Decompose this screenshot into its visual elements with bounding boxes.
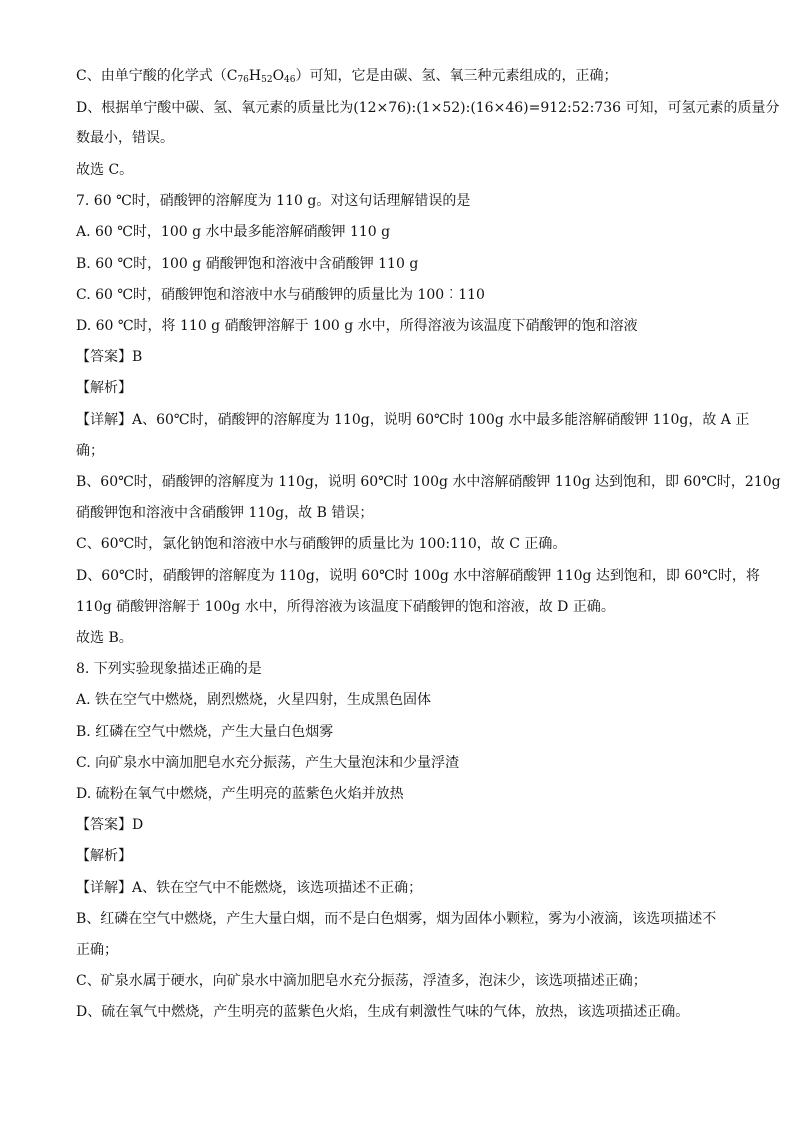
q6-c-text-pre: C、由单宁酸的化学式（C: [76, 68, 238, 84]
q7-detail-line3: B、60℃时，硝酸钾的溶解度为 110g，说明 60℃时 100g 水中溶解硝酸钾 110g 达到饱和，即 60℃时，210g: [76, 474, 781, 490]
q6-option-c-explanation: [76, 66, 726, 86]
q7-analysis-heading: 【解析】: [76, 380, 132, 396]
q7-detail-line5: C、60℃时，氯化钠饱和溶液中水与硝酸钾的质量比为 100:110，故 C 正确。: [76, 536, 567, 552]
q6-option-d-explanation-line2: 数最小，错误。: [76, 130, 174, 146]
q8-option-d: D. 硫粉在氧气中燃烧，产生明亮的蓝紫色火焰并放热: [76, 786, 404, 802]
q8-option-a: A. 铁在空气中燃烧，剧烈燃烧，火星四射，生成黑色固体: [76, 692, 432, 708]
q8-detail-line2: B、红磷在空气中燃烧，产生大量白烟，而不是白色烟雾，烟为固体小颗粒，雾为小液滴，该选项描述不: [76, 911, 717, 927]
q8-detail-line5: D、硫在氧气中燃烧，产生明亮的蓝紫色火焰，生成有刺激性气味的气体，放热，该选项描述正确。: [76, 1004, 690, 1020]
q8-detail-line1: 【详解】A、铁在空气中不能燃烧，该选项描述不正确；: [76, 880, 423, 896]
q7-answer: 【答案】B: [76, 349, 143, 365]
q7-detail-line2: 确；: [76, 443, 104, 459]
formula-o: O: [272, 68, 285, 84]
q6-option-d-explanation-line1: D、根据单宁酸中碳、氢、氧元素的质量比为(12×76):(1×52):(16×46)=912:52:736 可知，可氢元素的质量分: [76, 100, 780, 116]
subscript-o: 46: [284, 75, 296, 85]
q8-analysis-heading: 【解析】: [76, 848, 132, 864]
q6-final-choice: 故选 C。: [76, 162, 134, 178]
q8-option-b: B. 红磷在空气中燃烧，产生大量白色烟雾: [76, 724, 334, 740]
q7-detail-line4: 硝酸钾饱和溶液中含硝酸钾 110g，故 B 错误；: [76, 505, 374, 521]
q7-detail-line1: 【详解】A、60℃时，硝酸钾的溶解度为 110g，说明 60℃时 100g 水中最多能溶解硝酸钾 110g，故 A 正: [76, 412, 750, 428]
q8-detail-line3: 正确；: [76, 942, 118, 958]
q7-option-a: A. 60 ℃时，100 g 水中最多能溶解硝酸钾 110 g: [76, 224, 391, 240]
q7-option-b: B. 60 ℃时，100 g 硝酸钾饱和溶液中含硝酸钾 110 g: [76, 256, 419, 272]
q8-detail-line4: C、矿泉水属于硬水，向矿泉水中滴加肥皂水充分振荡，浮渣多，泡沫少，该选项描述正确；: [76, 973, 647, 989]
formula-h: H: [248, 68, 262, 84]
q6-c-text-post: ）可知，它是由碳、氢、氧三种元素组成的，正确；: [295, 68, 618, 84]
subscript-h: 52: [261, 75, 273, 85]
q7-option-c: C. 60 ℃时，硝酸钾饱和溶液中水与硝酸钾的质量比为 100︰110: [76, 287, 485, 303]
q7-stem: 7. 60 ℃时，硝酸钾的溶解度为 110 g。对这句话理解错误的是: [76, 193, 471, 209]
q7-final-choice: 故选 B。: [76, 630, 133, 646]
q7-detail-line6: D、60℃时，硝酸钾的溶解度为 110g，说明 60℃时 100g 水中溶解硝酸钾 110g 达到饱和，即 60℃时，将: [76, 568, 760, 584]
q8-stem: 8. 下列实验现象描述正确的是: [76, 661, 262, 677]
q7-option-d: D. 60 ℃时，将 110 g 硝酸钾溶解于 100 g 水中，所得溶液为该温度下硝酸钾的饱和溶液: [76, 318, 638, 334]
subscript-c: 76: [237, 75, 249, 85]
q7-detail-line7: 110g 硝酸钾溶解于 100g 水中，所得溶液为该温度下硝酸钾的饱和溶液，故 D 正确。: [76, 599, 615, 615]
q8-answer: 【答案】D: [76, 817, 144, 833]
q8-option-c: C. 向矿泉水中滴加肥皂水充分振荡，产生大量泡沫和少量浮渣: [76, 755, 460, 771]
